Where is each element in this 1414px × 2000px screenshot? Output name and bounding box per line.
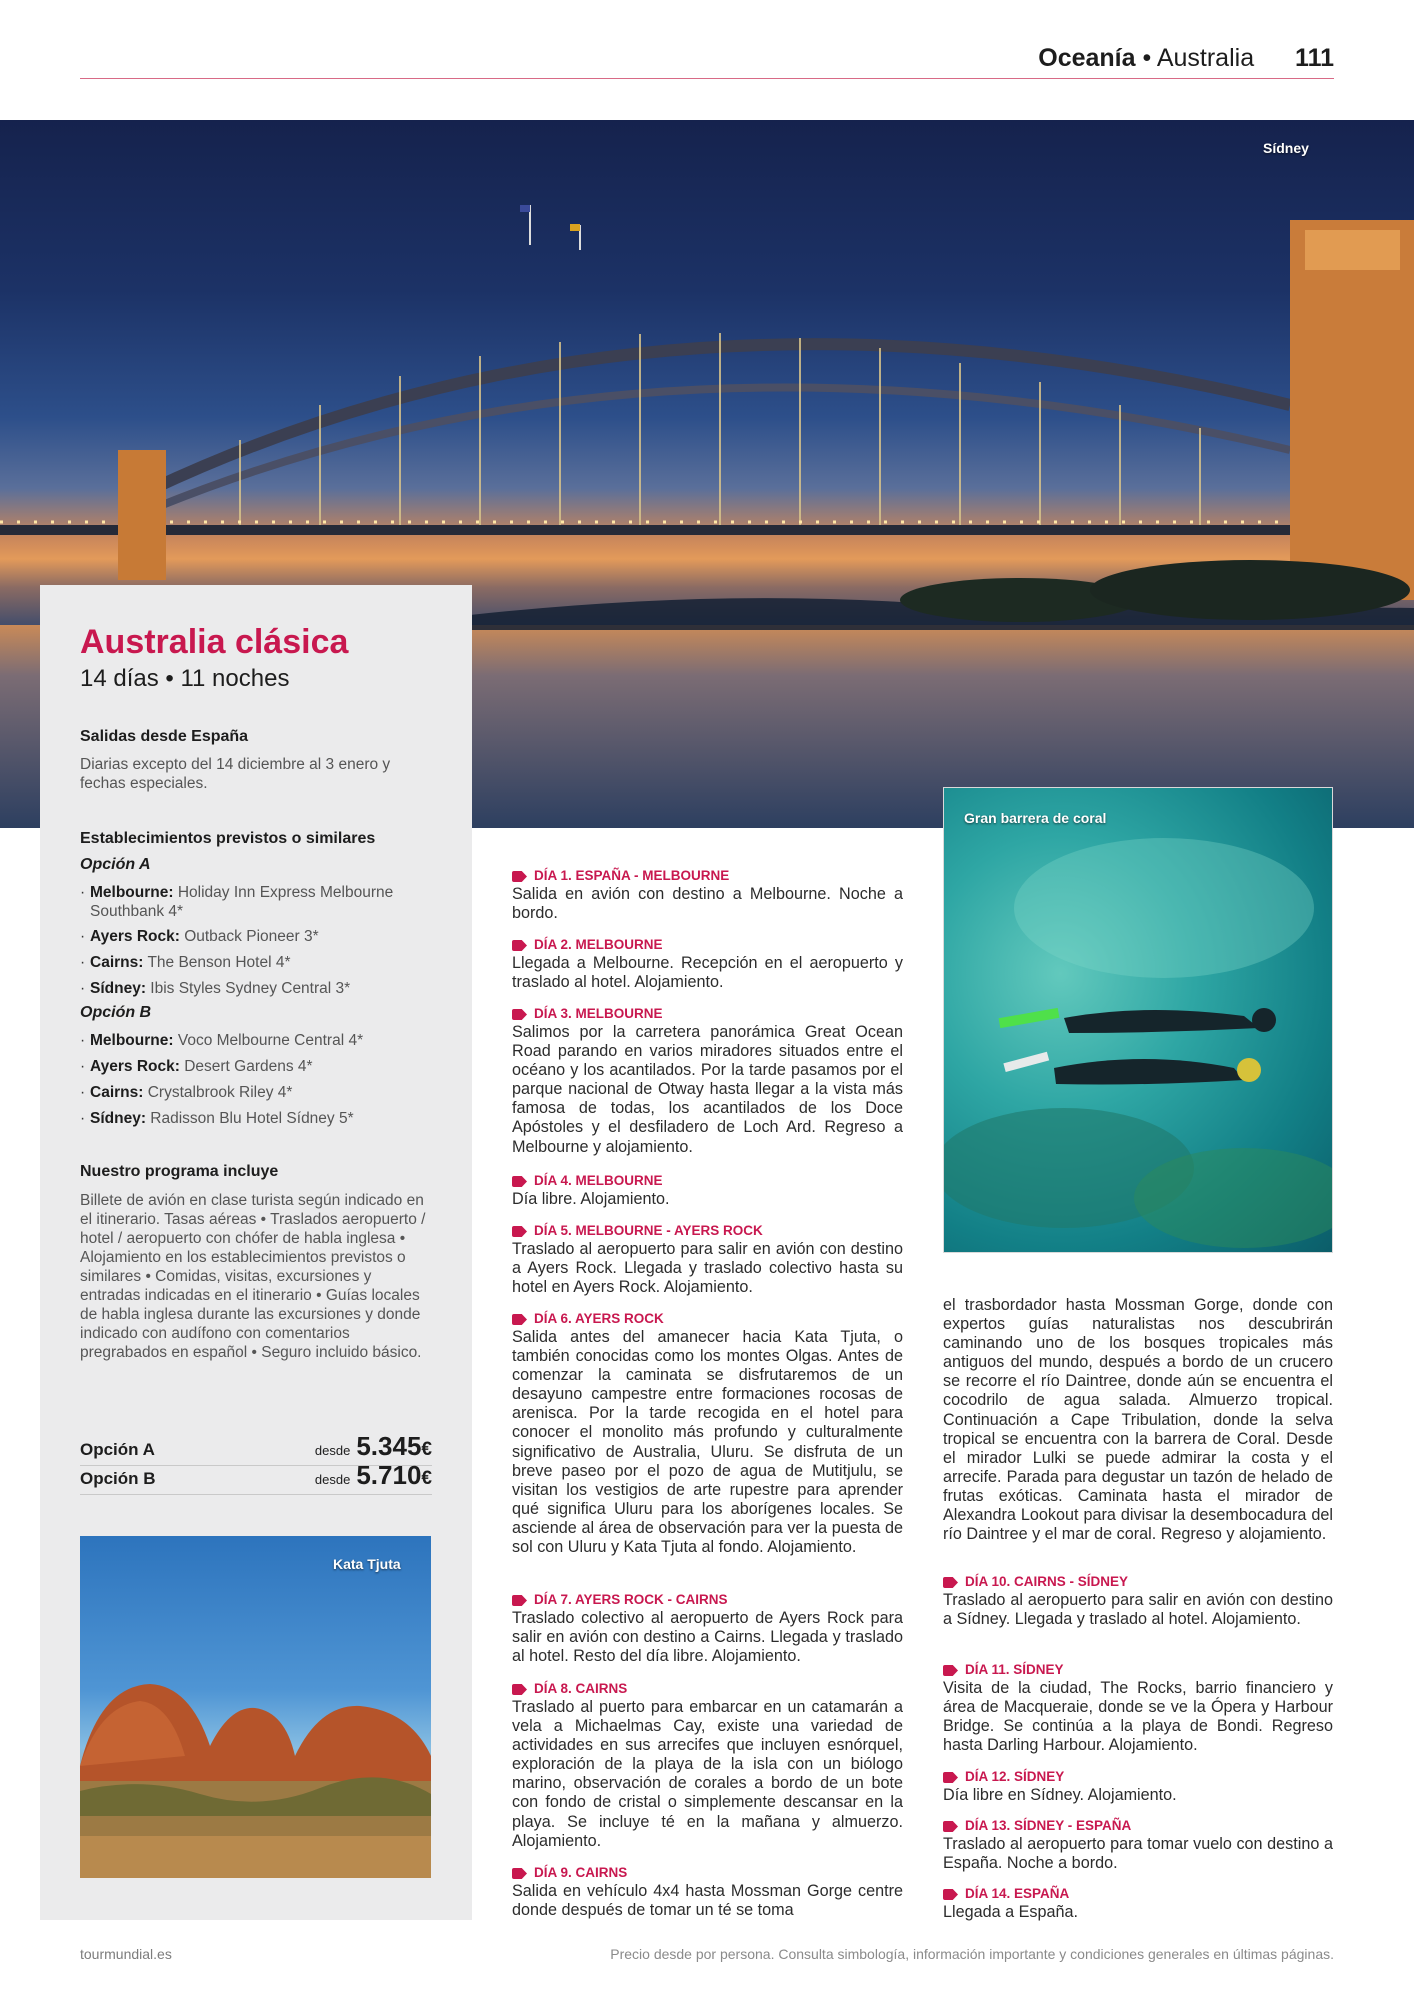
day-text: Traslado al puerto para embarcar en un catamarán a vela a Michaelmas Cay, existe una variedad de actividades en sus arrecifes que incluyen esnórquel, exploración de la playa de la isla con un biólogo marino, observación de corales a bordo de un bote con fondo de cristal o simplemente descansar en la playa. Se incluye té en la mañana y almuerzo. Alojamiento.: [512, 1698, 903, 1850]
day-heading: DÍA 10. CAIRNS - SÍDNEY: [943, 1574, 1128, 1589]
hero-caption: Sídney: [1263, 140, 1309, 156]
kata-tjuta-photo: [80, 1536, 431, 1878]
hotel-item: · Cairns: The Benson Hotel 4*: [80, 953, 432, 972]
departures-text: Diarias excepto del 14 diciembre al 3 enero y fechas especiales.: [80, 756, 391, 792]
day-heading: DÍA 1. ESPAÑA - MELBOURNE: [512, 868, 729, 883]
page-number: 111: [1295, 44, 1334, 72]
day-text: Día libre. Alojamiento.: [512, 1190, 670, 1208]
day-heading: DÍA 6. AYERS ROCK: [512, 1311, 664, 1326]
day-text: Salida antes del amanecer hacia Kata Tjuta, o también conocidas como los montes Olgas. Antes de comenzar la caminata se disfrutaremos de un desayuno campestre entre formaciones rocosas de arenisca. Por la tarde recogida en el hotel para conocer el monolito más profundo y culturalmente significativo de Australia, Uluru. Se disfruta de un breve paseo por el pozo de agua de Mutitjulu, se visitan los vestigios de arte rupestre para aprender qué significa Uluru para los aborígenes locales. Se asciende al área de observación para ver la puesta de sol con Uluru y Kata Tjuta al fondo. Alojamiento.: [512, 1328, 903, 1557]
day-heading: DÍA 9. CAIRNS: [512, 1865, 627, 1880]
day-heading: DÍA 5. MELBOURNE - AYERS ROCK: [512, 1223, 763, 1238]
region-label: Oceanía: [1038, 44, 1136, 72]
day-heading: DÍA 14. ESPAÑA: [943, 1886, 1069, 1901]
tour-title: Australia clásica: [80, 623, 349, 661]
great-barrier-reef-photo: [943, 787, 1333, 1253]
header-separator: •: [1142, 44, 1152, 72]
day-heading: DÍA 12. SÍDNEY: [943, 1769, 1064, 1784]
hotel-item: · Cairns: Crystalbrook Riley 4*: [80, 1083, 432, 1102]
kata-tjuta-illustration: [80, 1536, 431, 1878]
footer-note: Precio desde por persona. Consulta simbología, información importante y condiciones generales en últimas páginas.: [610, 1946, 1334, 1962]
includes-text: Billete de avión en clase turista según indicado en el itinerario. Tasas aéreas • Traslados aeropuerto / hotel / aeropuerto con chófer de habla inglesa • Alojamiento en los establecimientos previstos o similares • Comidas, visitas, excursiones y entradas indicadas en el itinerario • Guías locales de habla inglesa durante las excursiones y donde indicado con audífono con comentarios pregrabados en español • Seguro incluido básico.: [80, 1192, 426, 1361]
day-text: Día libre en Sídney. Alojamiento.: [943, 1786, 1177, 1804]
includes-heading: Nuestro programa incluye: [80, 1163, 279, 1180]
kata-caption: Kata Tjuta: [333, 1556, 401, 1572]
day-text: Llegada a Melbourne. Recepción en el aeropuerto y traslado al hotel. Alojamiento.: [512, 954, 903, 992]
hotel-item: · Melbourne: Holiday Inn Express Melbourne Southbank 4*: [80, 883, 432, 921]
day-text: Llegada a España.: [943, 1903, 1079, 1921]
day-heading: DÍA 8. CAIRNS: [512, 1681, 627, 1696]
hotel-item: · Sídney: Radisson Blu Hotel Sídney 5*: [80, 1109, 432, 1128]
day-text: Traslado al aeropuerto para salir en avión con destino a Ayers Rock. Llegada y traslado colectivo hasta su hotel en Ayers Rock. Alojamiento.: [512, 1240, 903, 1297]
hotel-item: · Sídney: Ibis Styles Sydney Central 3*: [80, 979, 432, 998]
departures-heading: Salidas desde España: [80, 728, 249, 745]
day-text-continued: el trasbordador hasta Mossman Gorge, donde con expertos guías naturalistas nos descubrirán caminando uno de los bosques tropicales más antiguos del mundo, después a bordo de un crucero se recorre el río Daintree, donde aún se encuentra el cocodrilo de agua salada. Almuerzo tropical. Continuación a Cape Tribulation, donde la selva tropical se encuentra con la barrera de Coral. Desde el mirador Lulki se puede admirar la costa y el arrecife. Parada para degustar un tazón de helado de frutas exóticas. Caminata hasta el mirador de Alexandra Lookout para divisar la desembocadura del río Daintree y el mar de coral. Regreso y alojamiento.: [943, 1296, 1333, 1544]
header-rule: [80, 78, 1334, 79]
option-b-label: Opción B: [80, 1004, 152, 1021]
day-text: Traslado al aeropuerto para salir en avión con destino a Sídney. Llegada y traslado al hotel. Alojamiento.: [943, 1591, 1333, 1629]
price-label: Opción A: [80, 1440, 155, 1459]
day-text: Salimos por la carretera panorámica Great Ocean Road parando en varios miradores situados entre el océano y los acantilados. Por la tarde pasamos por el parque nacional de Otway hasta llegar a la vista más famosa de todas, los acantilados de los Doce Apóstoles y el desfiladero de Loch Ard. Regreso a Melbourne y alojamiento.: [512, 1023, 903, 1156]
day-heading: DÍA 3. MELBOURNE: [512, 1006, 663, 1021]
price-currency: €: [421, 1439, 432, 1460]
option-a-label: Opción A: [80, 856, 151, 873]
price-prefix: desde: [314, 1472, 351, 1487]
day-text: Traslado al aeropuerto para tomar vuelo con destino a España. Noche a bordo.: [943, 1835, 1333, 1873]
price-currency: €: [421, 1468, 432, 1489]
day-text: Salida en vehículo 4x4 hasta Mossman Gorge centre donde después de tomar un té se toma: [512, 1882, 903, 1920]
price-option-b: [80, 1460, 432, 1495]
day-text: Salida en avión con destino a Melbourne. Noche a bordo.: [512, 885, 903, 923]
hotel-item: · Ayers Rock: Desert Gardens 4*: [80, 1057, 432, 1076]
day-heading: DÍA 13. SÍDNEY - ESPAÑA: [943, 1818, 1131, 1833]
hotels-heading: Establecimientos previstos o similares: [80, 830, 376, 847]
page-header: [1038, 44, 1334, 73]
day-heading: DÍA 2. MELBOURNE: [512, 937, 663, 952]
day-text: Visita de la ciudad, The Rocks, barrio financiero y área de Macqueraie, donde se ve la Ópera y Harbour Bridge. Se continúa a la playa de Bondi. Regreso hasta Darling Harbour. Alojamiento.: [943, 1679, 1333, 1755]
price-value: 5.710: [356, 1460, 422, 1490]
footer-website: tourmundial.es: [80, 1946, 172, 1962]
country-label: Australia: [1156, 44, 1255, 72]
price-prefix: desde: [314, 1443, 351, 1458]
day-text: Traslado colectivo al aeropuerto de Ayers Rock para salir en avión con destino a Cairns. Llegada y traslado al hotel. Resto del día libre. Alojamiento.: [512, 1609, 903, 1666]
hotel-item: · Ayers Rock: Outback Pioneer 3*: [80, 927, 432, 946]
tour-duration: 14 días • 11 noches: [80, 665, 290, 692]
day-heading: DÍA 11. SÍDNEY: [943, 1662, 1064, 1677]
hotel-item: · Melbourne: Voco Melbourne Central 4*: [80, 1031, 432, 1050]
reef-illustration: [944, 788, 1333, 1253]
day-heading: DÍA 4. MELBOURNE: [512, 1173, 663, 1188]
day-heading: DÍA 7. AYERS ROCK - CAIRNS: [512, 1592, 728, 1607]
price-label: Opción B: [80, 1469, 156, 1488]
price-value: 5.345: [356, 1431, 422, 1461]
reef-caption: Gran barrera de coral: [964, 810, 1107, 826]
